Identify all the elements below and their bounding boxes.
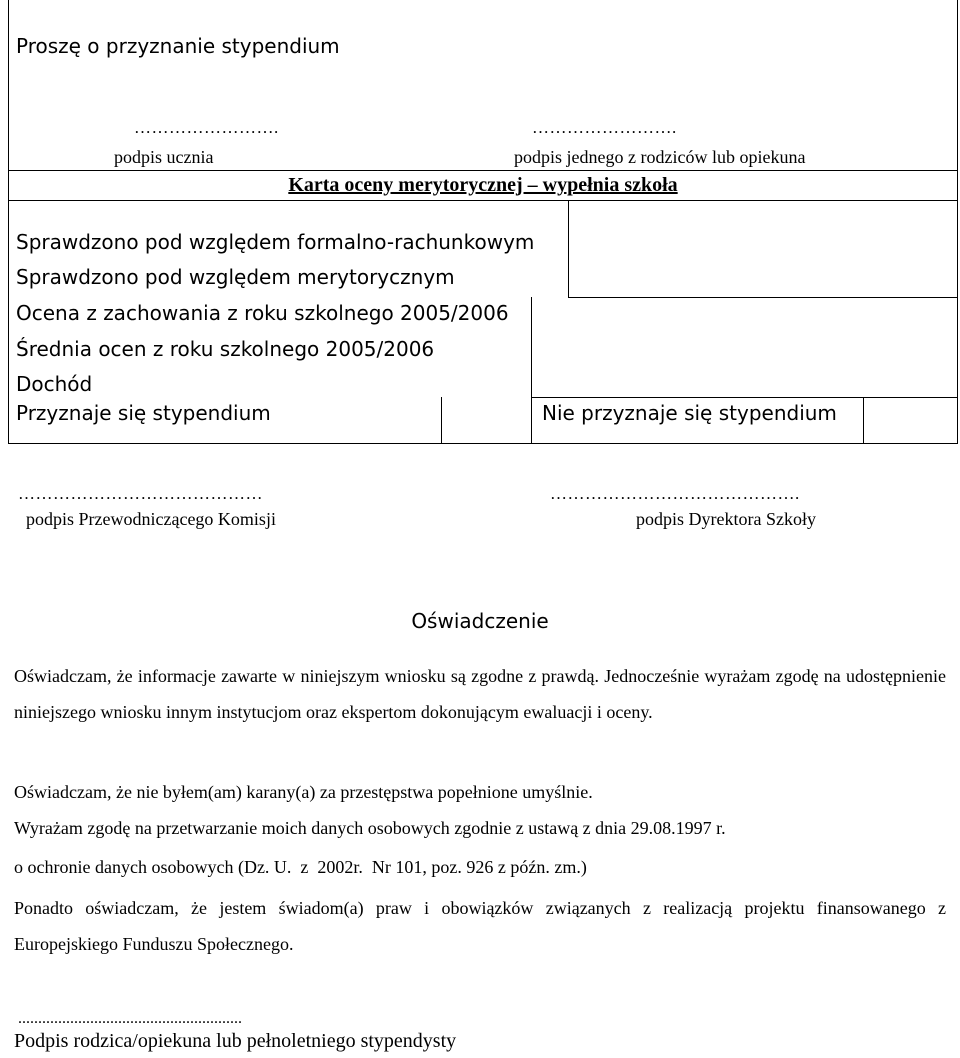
deny-label: Nie przyznaje się stypendium: [542, 401, 837, 425]
table-line: [8, 443, 958, 444]
signature-label-chair: podpis Przewodniczącego Komisji: [26, 509, 276, 529]
average-grade: Średnia ocen z roku szkolnego 2005/2006: [16, 337, 435, 361]
table-col-divider: [531, 297, 532, 444]
statement-paragraph-3b: o ochronie danych osobowych (Dz. U. z 2002r. Nr 101, poz. 926 z późn. zm.): [14, 857, 587, 877]
signature-label-parent-final: Podpis rodzica/opiekuna lub pełnoletniego stypendysty: [14, 1030, 457, 1052]
signature-dots-parent-final: ........................................................: [18, 1010, 242, 1027]
signature-dots-parent: …………………….: [532, 118, 677, 137]
statement-paragraph-4: Ponadto oświadczam, że jestem świadom(a) praw i obowiązków związanych z realizacją projektu finansowanego z Europejskiego Funduszu Społecznego.: [14, 898, 946, 954]
check-formal: Sprawdzono pod względem formalno-rachunkowym: [16, 230, 535, 254]
statement-paragraph-2: Oświadczam, że nie byłem(am) karany(a) za przestępstwa popełnione umyślnie.: [14, 782, 593, 802]
statement-heading: Oświadczenie: [411, 609, 549, 633]
table-line: [568, 297, 958, 298]
table-line: [8, 170, 958, 171]
card-title: Karta oceny merytorycznej – wypełnia szkoła: [288, 174, 678, 196]
signature-label-director: podpis Dyrektora Szkoły: [636, 509, 816, 529]
statement-paragraph-3a: Wyrażam zgodę na przetwarzanie moich danych osobowych zgodnie z ustawą z dnia 29.08.1997 r.: [14, 818, 726, 838]
behavior-grade: Ocena z zachowania z roku szkolnego 2005/2006: [16, 301, 509, 325]
signature-label-student: podpis ucznia: [114, 147, 214, 167]
statement-paragraph-1: Oświadczam, że informacje zawarte w niniejszym wniosku są zgodne z prawdą. Jednocześnie wyrażam zgodę na udostępnienie niniejszego wniosku innym instytucjom oraz ekspertom dokonującym ewaluacji i oceny.: [14, 666, 946, 722]
check-substantive: Sprawdzono pod względem merytorycznym: [16, 265, 455, 289]
signature-dots-student: …………………….: [134, 118, 279, 137]
table-line: [8, 200, 958, 201]
grant-label: Przyznaje się stypendium: [16, 401, 271, 425]
signature-dots-chair: ……………………………………: [18, 484, 263, 503]
request-text: Proszę o przyznanie stypendium: [16, 34, 340, 58]
table-col-divider: [568, 200, 569, 298]
table-border-left: [8, 0, 9, 444]
table-col-divider: [863, 397, 864, 444]
table-border-right: [957, 0, 958, 444]
table-col-divider: [441, 397, 442, 444]
table-line: [531, 397, 958, 398]
signature-dots-director: …………………………………….: [550, 484, 800, 503]
signature-label-parent: podpis jednego z rodziców lub opiekuna: [514, 147, 806, 167]
income: Dochód: [16, 372, 93, 396]
